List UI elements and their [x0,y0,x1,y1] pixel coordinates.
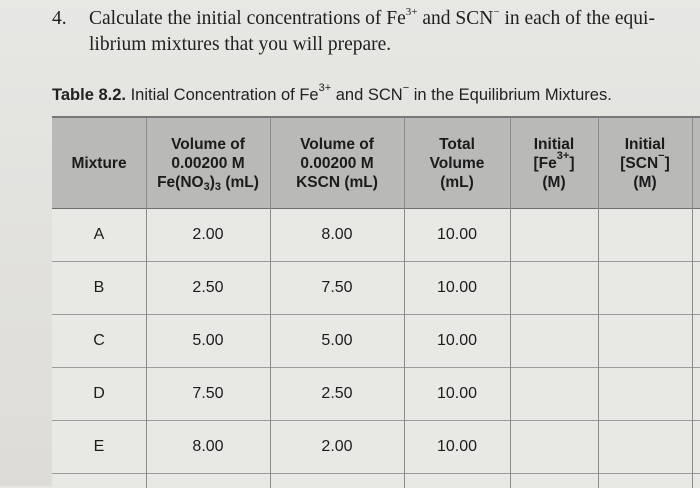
cell-volume-scn: 2.50 [321,385,353,402]
cell-volume-scn: 8.00 [321,226,353,243]
superscript: 3+ [556,149,570,162]
header-text-line: Volume of [300,135,374,153]
cell-volume-fe: 2.00 [192,226,224,243]
cell-initial-scn[interactable] [598,421,700,473]
table-caption-label: Table 8.2. [52,86,126,104]
column-divider [404,118,405,488]
cell-initial-scn[interactable] [598,368,700,420]
header-text-line: 0.00200 M [300,154,374,172]
header-volume-fe [146,118,270,208]
header-volume-scn [270,118,404,208]
header-text-line: Total [439,135,475,153]
header-text-part: ) [209,173,215,191]
cell-volume-scn: 2.00 [321,438,353,455]
cell-total-volume: 10.00 [436,279,478,296]
header-text-part: ] [569,154,575,172]
header-total-volume [404,118,510,208]
cell-initial-fe[interactable] [510,262,598,314]
cell-mixture: D [93,385,105,402]
question-text-part: in each of the equi- [499,8,655,29]
equilibrium-table [52,116,700,488]
cell-mixture: B [93,279,105,296]
question-text-part: Calculate the initial concentrations of Fe [89,8,406,29]
cell-mixture: C [93,332,105,349]
cell-volume-scn: 7.50 [321,279,353,296]
cell-total-volume: 10.00 [436,438,478,455]
header-total-volume-text [430,135,485,192]
header-initial-scn-text [620,135,670,192]
header-text-line: Volume of [171,135,245,153]
table-row [52,209,700,262]
cell-total-volume: 10.00 [436,385,478,402]
superscript: − [493,6,500,18]
cell-initial-fe[interactable] [510,315,598,367]
cell-initial-fe[interactable] [510,368,598,420]
cell-volume-fe: 8.00 [192,438,224,455]
table-caption-text: and SCN [331,86,403,104]
table-header-row [52,118,700,209]
question-number: 4. [52,8,67,29]
header-text-line: KSCN (mL) [296,173,378,191]
header-mixture-label: Mixture [71,154,127,172]
cell-initial-scn[interactable] [598,209,700,261]
cell-total-volume: 10.00 [436,332,478,349]
header-text-line: (mL) [440,173,474,191]
cell-initial-scn[interactable] [598,262,700,314]
table-row [52,368,700,421]
subscript: 3 [203,180,210,193]
header-mixture [52,118,146,208]
table-row [52,421,700,474]
cell-mixture: A [93,226,105,243]
question-text-line2: librium mixtures that you will prepare. [89,34,392,55]
cell-initial-fe[interactable] [510,421,598,473]
cell-volume-fe: 2.50 [192,279,224,296]
table-caption-text: in the Equilibrium Mixtures. [409,86,612,104]
column-divider [146,118,147,488]
cell-volume-fe: 7.50 [192,385,224,402]
header-text-part: (mL) [221,173,259,191]
header-text-part: [Fe [533,154,557,172]
header-text-line: (M) [542,173,566,191]
cell-initial-fe[interactable] [510,209,598,261]
header-text-line: Volume [429,154,485,172]
column-divider [510,118,511,488]
header-text-part: [SCN [620,154,659,172]
question-text-part: and SCN [417,8,494,29]
header-initial-scn [598,118,692,208]
column-divider [270,118,271,488]
subscript: 3 [214,180,222,193]
superscript: − [402,82,410,94]
superscript: 3+ [318,82,332,94]
header-volume-fe-text [157,135,259,192]
question-text [89,6,689,58]
table-caption-text: Initial Concentration of Fe [125,86,319,104]
header-text-part: Fe(NO [157,173,204,191]
table-row [52,315,700,368]
header-text-line: Initial [624,135,666,153]
header-text-line: 0.00200 M [171,154,245,172]
cell-volume-scn: 5.00 [321,332,353,349]
header-initial-fe-text [534,135,575,192]
cell-initial-scn[interactable] [598,315,700,367]
column-divider [598,118,599,488]
header-text-line: (M) [633,173,657,191]
header-initial-fe [510,118,598,208]
superscript: 3+ [405,6,418,18]
table-caption [52,82,612,105]
cell-total-volume: 10.00 [436,226,478,243]
superscript: − [658,149,665,162]
header-text-line: Initial [533,135,575,153]
cell-volume-fe: 5.00 [192,332,224,349]
header-text-part: ] [664,154,670,172]
column-divider [692,118,693,488]
header-volume-scn-text [296,135,378,192]
cell-mixture: E [93,438,105,455]
table-row [52,262,700,315]
